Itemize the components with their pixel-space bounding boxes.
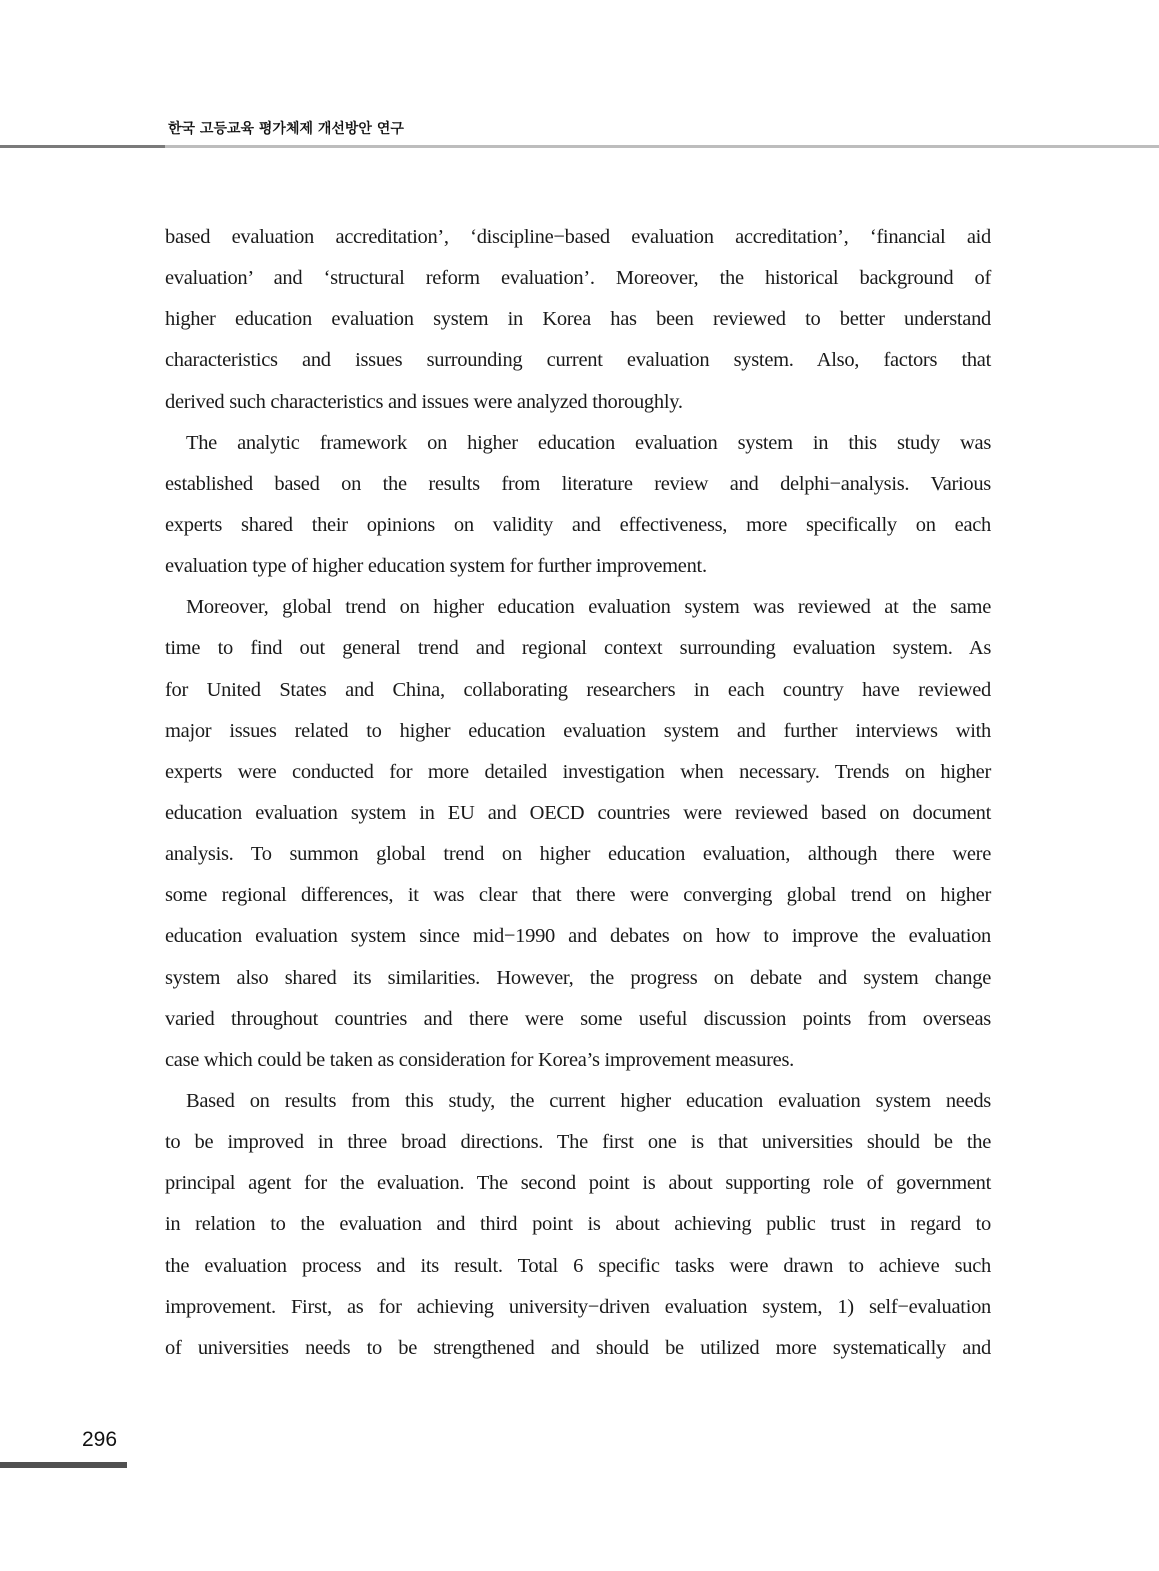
body-text	[165, 222, 991, 1374]
text-line: The analytic framework on higher education evaluation system in this study was	[186, 431, 991, 454]
text-line: derived such characteristics and issues were analyzed thoroughly.	[165, 390, 683, 413]
page-number: 296	[82, 1428, 118, 1451]
text-line: higher education evaluation system in Korea has been reviewed to better understand	[165, 308, 991, 331]
text-line: Moreover, global trend on higher education evaluation system was reviewed at the same	[186, 596, 991, 619]
text-line: established based on the results from literature review and delphi−analysis. Various	[165, 472, 991, 495]
text-line: education evaluation system since mid−1990 and debates on how to improve the evaluation	[165, 925, 991, 948]
text-line: the evaluation process and its result. Total 6 specific tasks were drawn to achieve such	[165, 1254, 991, 1277]
text-line: time to find out general trend and regional context surrounding evaluation system. As	[165, 637, 991, 660]
text-line: some regional differences, it was clear that there were converging global trend on higher	[165, 884, 991, 907]
text-line: system also shared its similarities. However, the progress on debate and system change	[165, 966, 991, 989]
paragraph	[165, 592, 991, 1086]
text-line: principal agent for the evaluation. The second point is about supporting role of government	[165, 1172, 991, 1195]
text-line: for United States and China, collaborating researchers in each country have reviewed	[165, 678, 991, 701]
text-line: in relation to the evaluation and third point is about achieving public trust in regard to	[165, 1213, 991, 1236]
header-rule-accent	[0, 145, 165, 148]
paragraph	[165, 222, 991, 428]
text-line: evaluation type of higher education system for further improvement.	[165, 555, 707, 578]
text-line: improvement. First, as for achieving university−driven evaluation system, 1) self−evaluation	[165, 1295, 991, 1318]
text-line: analysis. To summon global trend on higher education evaluation, although there were	[165, 843, 991, 866]
header-rule	[165, 145, 1159, 148]
paragraph	[165, 1086, 991, 1374]
text-line: varied throughout countries and there were some useful discussion points from overseas	[165, 1007, 991, 1030]
text-line: experts shared their opinions on validity and effectiveness, more specifically on each	[165, 513, 991, 536]
text-line: Based on results from this study, the current higher education evaluation system needs	[186, 1089, 991, 1112]
text-line: education evaluation system in EU and OECD countries were reviewed based on document	[165, 801, 991, 824]
text-line: to be improved in three broad directions. The first one is that universities should be the	[165, 1131, 991, 1154]
text-line: characteristics and issues surrounding current evaluation system. Also, factors that	[165, 349, 991, 372]
text-line: evaluation’ and ‘structural reform evaluation’. Moreover, the historical background of	[165, 267, 991, 290]
text-line: experts were conducted for more detailed investigation when necessary. Trends on higher	[165, 760, 991, 783]
text-line: of universities needs to be strengthened and should be utilized more systematically and	[165, 1336, 991, 1359]
paragraph	[165, 428, 991, 593]
footer-rule	[0, 1462, 127, 1468]
text-line: based evaluation accreditation’, ‘discipline−based evaluation accreditation’, ‘financial aid	[165, 226, 991, 248]
text-line: case which could be taken as consideration for Korea’s improvement measures.	[165, 1048, 794, 1071]
text-line: major issues related to higher education evaluation system and further interviews with	[165, 719, 991, 742]
running-title: 한국 고등교육 평가체제 개선방안 연구	[168, 121, 404, 137]
